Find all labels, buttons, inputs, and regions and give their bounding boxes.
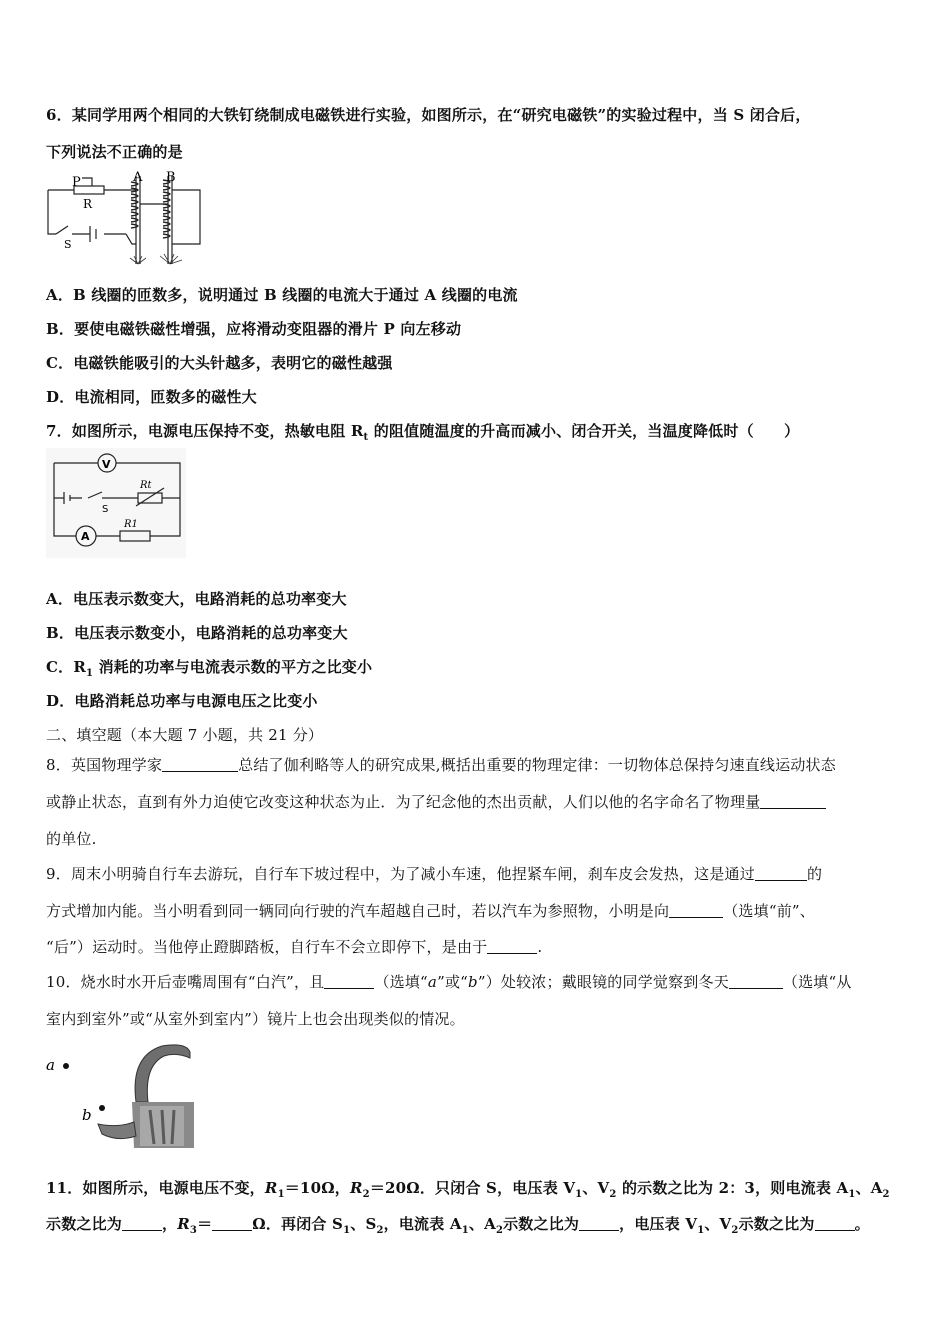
q9-line1: 9．周末小明骑自行车去游玩，自行车下坡过程中，为了减小车速，他捏紧车闸，刹车皮会发热，这是通过 的	[46, 865, 823, 883]
q11-line2: 示数之比为 ，$R_3= \Omega$．再闭合 $S_1$、$S_2$，电流表 $A_1$、$A_2$示数之比为 ，电压表 $V_1$、$V_2$示数之比为 。	[46, 1215, 870, 1236]
q9-line3: “后”）运动时。当他停止蹬脚踏板，自行车不会立即停下，是由于 .	[46, 938, 543, 956]
section2-title: 二、填空题（本大题 7 小题，共 21 分）	[46, 726, 324, 744]
q7-voltmeter-label: V	[102, 458, 111, 471]
q10-label-a: a	[46, 1056, 55, 1074]
q9-blank-1[interactable]	[755, 866, 807, 881]
q10-blank-1[interactable]	[324, 974, 374, 989]
q7-switch-label: S	[102, 504, 109, 515]
q8-blank-2[interactable]	[760, 794, 826, 809]
q8-line1: 8．英国物理学家 总结了伽利略等人的研究成果,概括出重要的物理定律：一切物体总保持匀速直线运动状态	[46, 756, 836, 774]
q6-label-b: B	[166, 170, 176, 185]
q11-line1: 11．如图所示，电源电压不变，$R_1=10\Omega$，$R_2=20\Omega$．只闭合 S，电压表 $V_1$、$V_2$ 的示数之比为 2：3，则电流表 $A_1$、$A_2$	[46, 1179, 890, 1200]
q6-electromagnet-circuit-figure	[44, 168, 204, 270]
q9-blank-3[interactable]	[487, 939, 537, 954]
q7-rt-label: Rt	[140, 480, 152, 491]
q6-label-s: S	[64, 238, 72, 251]
q6-label-a: A	[133, 170, 143, 185]
q7-option-a: A．电压表示数变大，电路消耗的总功率变大	[46, 590, 347, 608]
q11-blank-1[interactable]	[122, 1216, 162, 1231]
q11-blank-3[interactable]	[579, 1216, 619, 1231]
q6-stem-line1: 6．某同学用两个相同的大铁钉绕制成电磁铁进行实验，如图所示，在“研究电磁铁”的实验过程中，当 S 闭合后，	[46, 106, 811, 124]
q11-blank-4[interactable]	[815, 1216, 855, 1231]
q8-line3: 的单位.	[46, 830, 97, 848]
q6-option-d: D．电流相同，匝数多的磁性大	[46, 388, 257, 406]
q7-option-c: C．$R_1$ 消耗的功率与电流表示数的平方之比变小	[46, 658, 373, 679]
q7-ammeter-label: A	[81, 530, 90, 543]
q7-option-d: D．电路消耗总功率与电源电压之比变小	[46, 692, 318, 710]
q6-option-a: A．B 线圈的匝数多，说明通过 B 线圈的电流大于通过 A 线圈的电流	[46, 286, 518, 304]
q10-blank-2[interactable]	[729, 974, 783, 989]
q8-blank-1[interactable]	[162, 757, 238, 772]
q7-option-b: B．电压表示数变小，电路消耗的总功率变大	[46, 624, 348, 642]
q6-option-b: B．要使电磁铁磁性增强，应将滑动变阻器的滑片 P 向左移动	[46, 320, 462, 338]
q9-line2: 方式增加内能。当小明看到同一辆同向行驶的汽车超越自己时，若以汽车为参照物，小明是向 （选填“前”、	[46, 902, 815, 920]
q6-label-p: P	[72, 175, 81, 190]
q6-stem-line2: 下列说法不正确的是	[46, 143, 183, 161]
q10-label-b: b	[82, 1106, 92, 1124]
q6-label-r: R	[83, 197, 93, 211]
q10-line1: 10．烧水时水开后壶嘴周围有“白汽”，且 （选填“a”或“b”）处较浓；戴眼镜的同学觉察到冬天 （选填“从	[46, 973, 852, 991]
q10-kettle-figure	[44, 1040, 194, 1150]
q8-line2: 或静止状态，直到有外力迫使它改变这种状态为止．为了纪念他的杰出贡献，人们以他的名字命名了物理量	[46, 791, 826, 812]
q9-blank-2[interactable]	[669, 903, 723, 918]
q11-blank-2[interactable]	[212, 1216, 252, 1231]
q7-r1-label: R1	[124, 519, 138, 530]
q10-line2: 室内到室外”或“从室外到室内”）镜片上也会出现类似的情况。	[46, 1010, 465, 1028]
q7-stem: 7．如图所示，电源电压保持不变，热敏电阻 $R_t$ 的阻值随温度的升高而减小、闭合开关，当温度降低时（ ）	[46, 422, 800, 443]
q6-option-c: C．电磁铁能吸引的大头针越多，表明它的磁性越强	[46, 354, 393, 372]
q7-thermistor-circuit-figure	[46, 448, 186, 558]
